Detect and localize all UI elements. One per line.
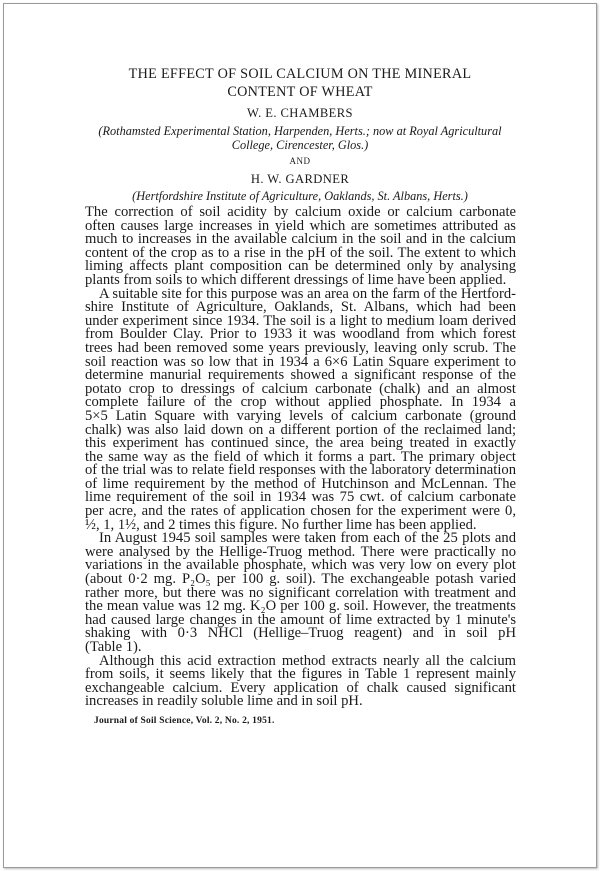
author-name: W. E. CHAMBERS [247, 106, 353, 120]
text-line: In August 1945 soil samples were taken from each of the 25 plots and [99, 530, 516, 547]
text-line: exchangeable calcium. Every application of chalk caused significant [85, 679, 516, 696]
text-line: much to increases in the available calcium in the soil and in the calcium [85, 231, 516, 248]
text-line: plants from soils to which different dressings of lime have been applied. [85, 271, 507, 288]
text-line: (Table 1). [85, 639, 142, 655]
text-line: shaking with 0·3 NHCl (Hellige–Truog reagent) and in soil pH [85, 625, 516, 642]
text-line: liming affects plant composition can be determined only by analysing [85, 258, 516, 275]
text-line: complete failure of the crop without applied phosphate. In 1934 a [85, 394, 516, 411]
text-line: lime requirement of the soil in 1934 was 75 cwt. of calcium carbonate [85, 489, 516, 506]
text-line: often causes large increases in yield which are sometimes attributed as [85, 217, 516, 234]
text-line: variations in the available phosphate, which was very low on every plot [85, 557, 516, 574]
text-line: from soils, it seems likely that the figures in Table 1 represent mainly [85, 666, 516, 683]
text-line: of the trial was to relate field responses with the laboratory determination [85, 462, 516, 479]
paper-title-line-1: THE EFFECT OF SOIL CALCIUM ON THE MINERAL [128, 66, 472, 82]
text-line: the same way as the field of which it forms a part. The primary object [85, 448, 516, 465]
text-line: soil reaction was so low that in 1934 a 6×6 Latin Square experiment to [85, 353, 516, 370]
text-line: 5×5 Latin Square with varying levels of calcium carbonate (ground [85, 407, 516, 424]
text-line: potato crop to dressings of calcium carbonate (chalk) and an almost [85, 380, 516, 397]
text-line: under experiment since 1934. The soil is a light to medium loam derived [85, 312, 516, 329]
text-line: of lime requirement by the method of Hutchinson and McLennan. The [85, 475, 516, 492]
author-affiliation: College, Cirencester, Glos.) [231, 138, 369, 152]
author-affiliation: (Rothamsted Experimental Station, Harpenden, Herts.; now at Royal Agricultural [98, 124, 502, 138]
text-line: A suitable site for this purpose was an area on the farm of the Hertford- [99, 285, 516, 302]
text-line: The correction of soil acidity by calcium oxide or calcium carbonate [85, 204, 516, 220]
paper-title-line-2: CONTENT OF WHEAT [227, 84, 373, 100]
text-line: content of the crop as to a rise in the pH of the soil. The extent to which [85, 244, 516, 261]
author-name: H. W. GARDNER [250, 172, 350, 186]
text-line: trees had been removed some years previously, leaving only scrub. The [85, 339, 516, 356]
text-line: chalk) was also laid down on a different portion of the reclaimed land; [85, 421, 516, 438]
text-line: were analysed by the Hellige-Truog method. There were practically no [85, 543, 516, 560]
text-line: determine manurial requirements showed a significant response of the [85, 367, 516, 384]
text-line: rather more, but there was no significant correlation with treatment and [85, 584, 516, 601]
text-line: shire Institute of Agriculture, Oaklands, St. Albans, which had been [85, 299, 516, 316]
text-line: increases in readily soluble lime and in soil pH. [85, 693, 363, 710]
text-line: ½, 1, 1½, and 2 times this figure. No further lime has been applied. [85, 516, 477, 533]
text-line: had caused large changes in the amount of lime extracted by 1 minute's [85, 611, 516, 628]
text-line: per acre, and the rates of application chosen for the experiment were 0, [85, 503, 516, 520]
text-line: (about 0·2 mg. P₂O₅ per 100 g. soil). The exchangeable potash varied [85, 571, 516, 588]
and-separator: AND [289, 156, 311, 166]
text-line: from Boulder Clay. Prior to 1933 it was woodland from which forest [85, 326, 516, 343]
text-line: Although this acid extraction method extracts nearly all the calcium [99, 652, 516, 669]
text-line: this experiment has continued since, the area being treated in exactly [85, 435, 516, 452]
text-line: the mean value was 12 mg. K₂O per 100 g. soil. However, the treatments [85, 598, 516, 615]
author-affiliation: (Hertfordshire Institute of Agriculture, Oaklands, St. Albans, Herts.) [132, 189, 468, 203]
body-text [85, 206, 516, 709]
journal-citation: Journal of Soil Science, Vol. 2, No. 2, 1951. [94, 716, 275, 726]
